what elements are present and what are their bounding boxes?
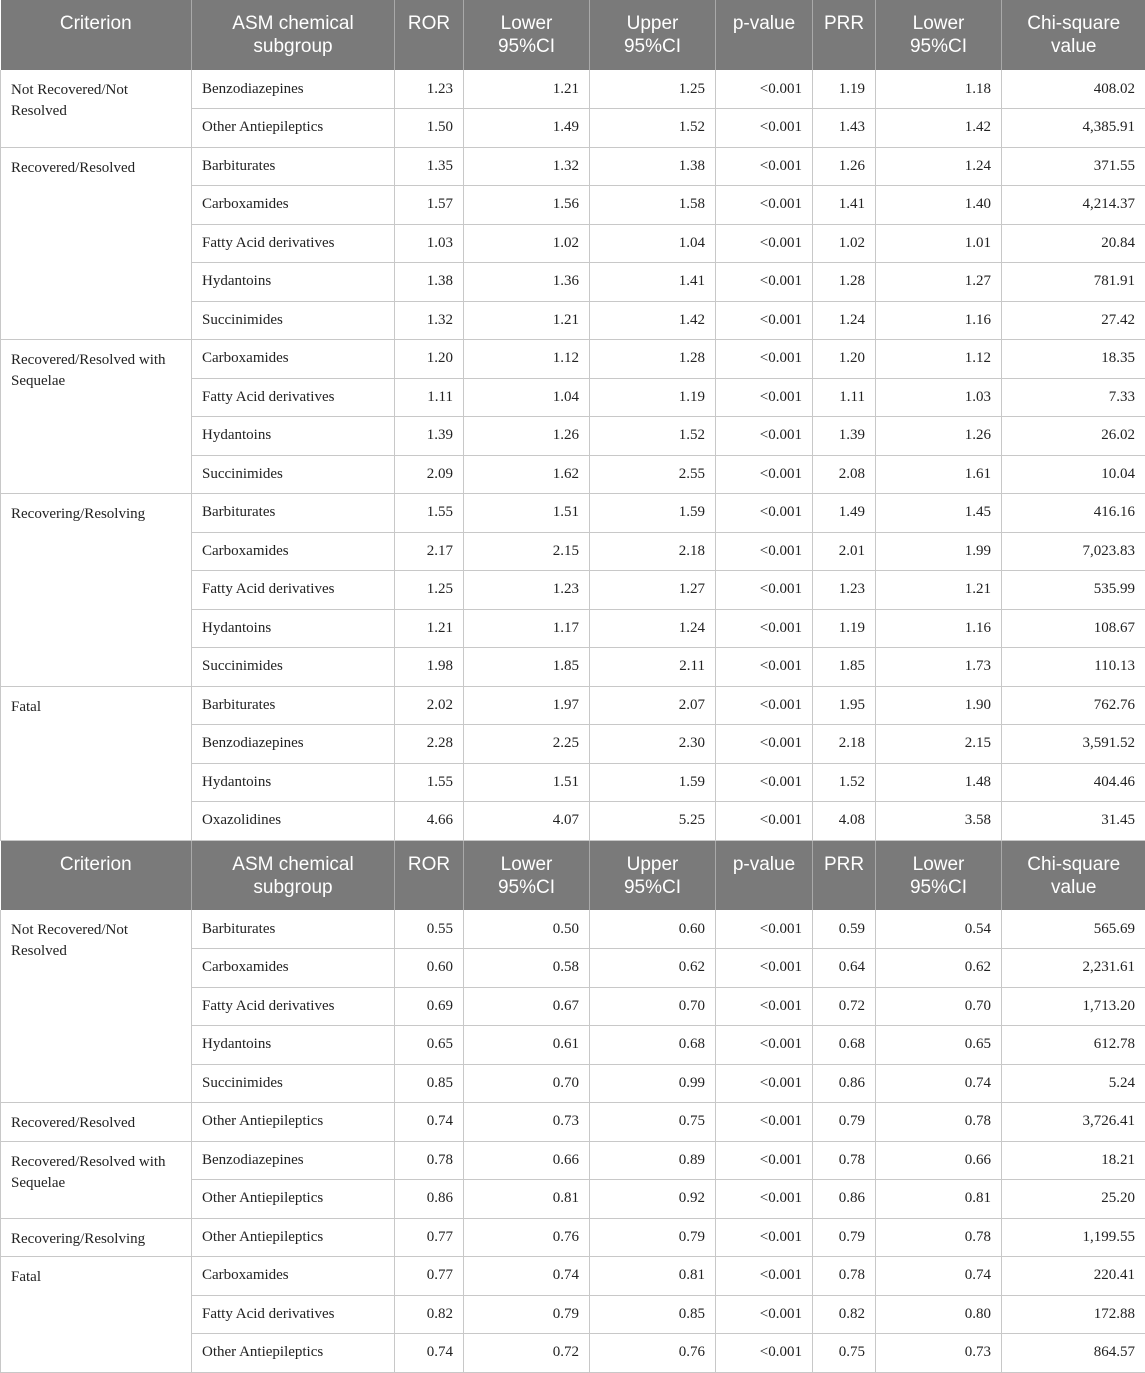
ror-lower-ci-cell: 1.12 xyxy=(464,340,590,379)
prr-lower-ci-cell: 1.48 xyxy=(876,763,1002,802)
criterion-cell: Recovered/Resolved xyxy=(1,147,192,340)
prr-cell: 1.19 xyxy=(813,70,876,109)
ror-upper-ci-cell: 2.30 xyxy=(590,725,716,764)
ror-lower-ci-cell: 1.51 xyxy=(464,494,590,533)
chi-square-cell: 404.46 xyxy=(1002,763,1145,802)
table2-header xyxy=(1,840,1145,910)
prr-lower-ci-cell: 1.61 xyxy=(876,455,1002,494)
ror-cell: 1.98 xyxy=(395,648,464,687)
chi-square-cell: 5.24 xyxy=(1002,1064,1145,1103)
prr-cell: 1.19 xyxy=(813,609,876,648)
ror-upper-ci-cell: 0.81 xyxy=(590,1257,716,1296)
ror-lower-ci-cell: 1.21 xyxy=(464,70,590,109)
ror-upper-ci-cell: 0.79 xyxy=(590,1218,716,1257)
prr-cell: 2.01 xyxy=(813,532,876,571)
asm-subgroup-cell: Carboxamides xyxy=(192,532,395,571)
ror-lower-ci-cell: 1.56 xyxy=(464,186,590,225)
chi-square-cell: 31.45 xyxy=(1002,802,1145,841)
prr-cell: 1.02 xyxy=(813,224,876,263)
prr-cell: 0.75 xyxy=(813,1334,876,1373)
ror-upper-ci-cell: 2.18 xyxy=(590,532,716,571)
ror-lower-ci-cell: 1.49 xyxy=(464,109,590,148)
prr-cell: 1.39 xyxy=(813,417,876,456)
table-row xyxy=(1,70,1145,109)
asm-subgroup-cell: Other Antiepileptics xyxy=(192,1103,395,1142)
ror-upper-ci-cell: 1.58 xyxy=(590,186,716,225)
prr-lower-ci-cell: 0.78 xyxy=(876,1103,1002,1142)
asm-subgroup-cell: Carboxamides xyxy=(192,186,395,225)
ror-upper-ci-cell: 1.52 xyxy=(590,417,716,456)
header-criterion: Criterion xyxy=(1,0,192,70)
prr-lower-ci-cell: 1.16 xyxy=(876,301,1002,340)
ror-lower-ci-cell: 0.67 xyxy=(464,987,590,1026)
header-p-value: p-value xyxy=(716,840,813,910)
ror-lower-ci-cell: 1.36 xyxy=(464,263,590,302)
ror-cell: 0.77 xyxy=(395,1257,464,1296)
ror-upper-ci-cell: 1.38 xyxy=(590,147,716,186)
asm-subgroup-cell: Other Antiepileptics xyxy=(192,109,395,148)
chi-square-cell: 762.76 xyxy=(1002,686,1145,725)
chi-square-cell: 172.88 xyxy=(1002,1295,1145,1334)
prr-lower-ci-cell: 1.03 xyxy=(876,378,1002,417)
asm-subgroup-cell: Benzodiazepines xyxy=(192,725,395,764)
ror-upper-ci-cell: 0.68 xyxy=(590,1026,716,1065)
asm-subgroup-cell: Other Antiepileptics xyxy=(192,1334,395,1373)
asm-subgroup-cell: Succinimides xyxy=(192,648,395,687)
prr-lower-ci-cell: 1.99 xyxy=(876,532,1002,571)
p-value-cell: <0.001 xyxy=(716,532,813,571)
ror-upper-ci-cell: 1.27 xyxy=(590,571,716,610)
ror-lower-ci-cell: 1.04 xyxy=(464,378,590,417)
asm-subgroup-cell: Other Antiepileptics xyxy=(192,1218,395,1257)
asm-subgroup-cell: Hydantoins xyxy=(192,609,395,648)
prr-lower-ci-cell: 1.24 xyxy=(876,147,1002,186)
ror-cell: 0.78 xyxy=(395,1141,464,1180)
chi-square-cell: 612.78 xyxy=(1002,1026,1145,1065)
header-prr: PRR xyxy=(813,840,876,910)
prr-cell: 1.95 xyxy=(813,686,876,725)
ror-upper-ci-cell: 1.25 xyxy=(590,70,716,109)
ror-lower-ci-cell: 4.07 xyxy=(464,802,590,841)
asm-subgroup-cell: Succinimides xyxy=(192,455,395,494)
asm-subgroup-cell: Fatty Acid derivatives xyxy=(192,378,395,417)
asm-subgroup-cell: Barbiturates xyxy=(192,686,395,725)
chi-square-cell: 416.16 xyxy=(1002,494,1145,533)
prr-cell: 0.82 xyxy=(813,1295,876,1334)
table1-body xyxy=(1,70,1145,840)
prr-cell: 0.86 xyxy=(813,1180,876,1219)
ror-upper-ci-cell: 0.99 xyxy=(590,1064,716,1103)
header-p-value: p-value xyxy=(716,0,813,70)
ror-upper-ci-cell: 1.59 xyxy=(590,763,716,802)
ror-cell: 0.55 xyxy=(395,910,464,949)
prr-lower-ci-cell: 1.26 xyxy=(876,417,1002,456)
p-value-cell: <0.001 xyxy=(716,417,813,456)
p-value-cell: <0.001 xyxy=(716,648,813,687)
header-prr-lower-ci: Lower 95%CI xyxy=(876,0,1002,70)
criterion-cell: Fatal xyxy=(1,686,192,840)
asm-subgroup-cell: Oxazolidines xyxy=(192,802,395,841)
p-value-cell: <0.001 xyxy=(716,1026,813,1065)
prr-cell: 0.68 xyxy=(813,1026,876,1065)
p-value-cell: <0.001 xyxy=(716,70,813,109)
chi-square-cell: 535.99 xyxy=(1002,571,1145,610)
ror-lower-ci-cell: 0.81 xyxy=(464,1180,590,1219)
ror-cell: 1.50 xyxy=(395,109,464,148)
table-row xyxy=(1,910,1145,949)
ror-upper-ci-cell: 1.42 xyxy=(590,301,716,340)
ror-cell: 0.74 xyxy=(395,1334,464,1373)
chi-square-cell: 781.91 xyxy=(1002,263,1145,302)
prr-lower-ci-cell: 0.66 xyxy=(876,1141,1002,1180)
header-ror-lower-ci: Lower 95%CI xyxy=(464,840,590,910)
chi-square-cell: 7.33 xyxy=(1002,378,1145,417)
ror-lower-ci-cell: 0.73 xyxy=(464,1103,590,1142)
ror-cell: 1.35 xyxy=(395,147,464,186)
prr-lower-ci-cell: 1.45 xyxy=(876,494,1002,533)
ror-upper-ci-cell: 2.11 xyxy=(590,648,716,687)
prr-cell: 1.20 xyxy=(813,340,876,379)
ror-lower-ci-cell: 0.70 xyxy=(464,1064,590,1103)
ror-lower-ci-cell: 1.02 xyxy=(464,224,590,263)
prr-cell: 1.24 xyxy=(813,301,876,340)
ror-cell: 1.11 xyxy=(395,378,464,417)
ror-lower-ci-cell: 2.25 xyxy=(464,725,590,764)
p-value-cell: <0.001 xyxy=(716,186,813,225)
prr-cell: 0.64 xyxy=(813,949,876,988)
prr-lower-ci-cell: 1.90 xyxy=(876,686,1002,725)
chi-square-cell: 26.02 xyxy=(1002,417,1145,456)
ror-lower-ci-cell: 1.97 xyxy=(464,686,590,725)
asm-subgroup-cell: Barbiturates xyxy=(192,910,395,949)
header-criterion: Criterion xyxy=(1,840,192,910)
prr-lower-ci-cell: 1.18 xyxy=(876,70,1002,109)
chi-square-cell: 20.84 xyxy=(1002,224,1145,263)
asm-subgroup-cell: Other Antiepileptics xyxy=(192,1180,395,1219)
ror-lower-ci-cell: 0.66 xyxy=(464,1141,590,1180)
p-value-cell: <0.001 xyxy=(716,1141,813,1180)
prr-cell: 1.43 xyxy=(813,109,876,148)
prr-cell: 0.78 xyxy=(813,1141,876,1180)
ror-lower-ci-cell: 1.32 xyxy=(464,147,590,186)
prr-cell: 2.18 xyxy=(813,725,876,764)
asm-subgroup-cell: Carboxamides xyxy=(192,949,395,988)
ror-upper-ci-cell: 0.76 xyxy=(590,1334,716,1373)
asm-subgroup-cell: Barbiturates xyxy=(192,494,395,533)
prr-cell: 1.26 xyxy=(813,147,876,186)
prr-lower-ci-cell: 1.16 xyxy=(876,609,1002,648)
header-asm-subgroup: ASM chemical subgroup xyxy=(192,0,395,70)
chi-square-cell: 2,231.61 xyxy=(1002,949,1145,988)
ror-upper-ci-cell: 1.04 xyxy=(590,224,716,263)
asm-subgroup-cell: Carboxamides xyxy=(192,1257,395,1296)
ror-cell: 1.21 xyxy=(395,609,464,648)
ror-lower-ci-cell: 0.79 xyxy=(464,1295,590,1334)
prr-lower-ci-cell: 0.80 xyxy=(876,1295,1002,1334)
ror-upper-ci-cell: 0.85 xyxy=(590,1295,716,1334)
prr-lower-ci-cell: 1.73 xyxy=(876,648,1002,687)
header-ror-upper-ci: Upper 95%CI xyxy=(590,840,716,910)
chi-square-cell: 371.55 xyxy=(1002,147,1145,186)
criterion-cell: Fatal xyxy=(1,1257,192,1373)
prr-cell: 4.08 xyxy=(813,802,876,841)
asm-subgroup-cell: Fatty Acid derivatives xyxy=(192,571,395,610)
table-row xyxy=(1,686,1145,725)
chi-square-cell: 408.02 xyxy=(1002,70,1145,109)
asm-subgroup-cell: Carboxamides xyxy=(192,340,395,379)
asm-subgroup-cell: Barbiturates xyxy=(192,147,395,186)
ror-upper-ci-cell: 5.25 xyxy=(590,802,716,841)
table-row xyxy=(1,147,1145,186)
ror-cell: 1.57 xyxy=(395,186,464,225)
table-row xyxy=(1,1141,1145,1180)
chi-square-cell: 4,385.91 xyxy=(1002,109,1145,148)
prr-cell: 2.08 xyxy=(813,455,876,494)
ror-lower-ci-cell: 0.58 xyxy=(464,949,590,988)
chi-square-cell: 4,214.37 xyxy=(1002,186,1145,225)
header-prr-lower-ci: Lower 95%CI xyxy=(876,840,1002,910)
ror-lower-ci-cell: 1.21 xyxy=(464,301,590,340)
ror-cell: 2.28 xyxy=(395,725,464,764)
asm-subgroup-cell: Hydantoins xyxy=(192,763,395,802)
prr-cell: 1.49 xyxy=(813,494,876,533)
p-value-cell: <0.001 xyxy=(716,949,813,988)
p-value-cell: <0.001 xyxy=(716,910,813,949)
ror-cell: 1.39 xyxy=(395,417,464,456)
p-value-cell: <0.001 xyxy=(716,802,813,841)
p-value-cell: <0.001 xyxy=(716,1295,813,1334)
chi-square-cell: 18.21 xyxy=(1002,1141,1145,1180)
asm-subgroup-cell: Hydantoins xyxy=(192,263,395,302)
header-asm-subgroup: ASM chemical subgroup xyxy=(192,840,395,910)
p-value-cell: <0.001 xyxy=(716,1180,813,1219)
prr-lower-ci-cell: 0.78 xyxy=(876,1218,1002,1257)
ror-upper-ci-cell: 2.07 xyxy=(590,686,716,725)
chi-square-cell: 220.41 xyxy=(1002,1257,1145,1296)
ror-lower-ci-cell: 1.17 xyxy=(464,609,590,648)
chi-square-cell: 3,591.52 xyxy=(1002,725,1145,764)
ror-upper-ci-cell: 1.52 xyxy=(590,109,716,148)
ror-upper-ci-cell: 0.89 xyxy=(590,1141,716,1180)
criterion-cell: Recovering/Resolving xyxy=(1,494,192,687)
asm-subgroup-cell: Benzodiazepines xyxy=(192,70,395,109)
chi-square-cell: 3,726.41 xyxy=(1002,1103,1145,1142)
prr-lower-ci-cell: 0.74 xyxy=(876,1257,1002,1296)
prr-lower-ci-cell: 2.15 xyxy=(876,725,1002,764)
header-ror-lower-ci: Lower 95%CI xyxy=(464,0,590,70)
prr-lower-ci-cell: 0.70 xyxy=(876,987,1002,1026)
ror-upper-ci-cell: 0.70 xyxy=(590,987,716,1026)
criterion-cell: Not Recovered/Not Resolved xyxy=(1,910,192,1103)
prr-lower-ci-cell: 3.58 xyxy=(876,802,1002,841)
asm-subgroup-cell: Hydantoins xyxy=(192,1026,395,1065)
ror-cell: 0.82 xyxy=(395,1295,464,1334)
table-row xyxy=(1,340,1145,379)
p-value-cell: <0.001 xyxy=(716,763,813,802)
prr-cell: 0.72 xyxy=(813,987,876,1026)
chi-square-cell: 565.69 xyxy=(1002,910,1145,949)
asm-subgroup-cell: Fatty Acid derivatives xyxy=(192,1295,395,1334)
ror-lower-ci-cell: 0.74 xyxy=(464,1257,590,1296)
prr-lower-ci-cell: 1.27 xyxy=(876,263,1002,302)
ror-lower-ci-cell: 1.26 xyxy=(464,417,590,456)
ror-lower-ci-cell: 0.50 xyxy=(464,910,590,949)
asm-subgroup-cell: Succinimides xyxy=(192,1064,395,1103)
header-ror: ROR xyxy=(395,0,464,70)
asm-subgroup-cell: Hydantoins xyxy=(192,417,395,456)
p-value-cell: <0.001 xyxy=(716,1334,813,1373)
chi-square-cell: 25.20 xyxy=(1002,1180,1145,1219)
prr-cell: 1.52 xyxy=(813,763,876,802)
prr-lower-ci-cell: 1.21 xyxy=(876,571,1002,610)
p-value-cell: <0.001 xyxy=(716,494,813,533)
prr-cell: 0.78 xyxy=(813,1257,876,1296)
header-prr: PRR xyxy=(813,0,876,70)
chi-square-cell: 18.35 xyxy=(1002,340,1145,379)
asm-subgroup-cell: Fatty Acid derivatives xyxy=(192,987,395,1026)
p-value-cell: <0.001 xyxy=(716,378,813,417)
prr-cell: 1.11 xyxy=(813,378,876,417)
ror-lower-ci-cell: 1.23 xyxy=(464,571,590,610)
prr-lower-ci-cell: 0.73 xyxy=(876,1334,1002,1373)
prr-lower-ci-cell: 1.40 xyxy=(876,186,1002,225)
ror-cell: 0.65 xyxy=(395,1026,464,1065)
p-value-cell: <0.001 xyxy=(716,686,813,725)
ror-lower-ci-cell: 0.76 xyxy=(464,1218,590,1257)
p-value-cell: <0.001 xyxy=(716,725,813,764)
ror-cell: 1.23 xyxy=(395,70,464,109)
ror-upper-ci-cell: 0.75 xyxy=(590,1103,716,1142)
chi-square-cell: 1,713.20 xyxy=(1002,987,1145,1026)
table-row xyxy=(1,1103,1145,1142)
chi-square-cell: 108.67 xyxy=(1002,609,1145,648)
prr-lower-ci-cell: 1.12 xyxy=(876,340,1002,379)
table2-body xyxy=(1,910,1145,1372)
p-value-cell: <0.001 xyxy=(716,1064,813,1103)
header-ror-upper-ci: Upper 95%CI xyxy=(590,0,716,70)
criterion-cell: Recovered/Resolved xyxy=(1,1103,192,1142)
table-row xyxy=(1,494,1145,533)
ror-lower-ci-cell: 1.85 xyxy=(464,648,590,687)
prr-lower-ci-cell: 1.42 xyxy=(876,109,1002,148)
prr-lower-ci-cell: 0.54 xyxy=(876,910,1002,949)
p-value-cell: <0.001 xyxy=(716,1257,813,1296)
ror-lower-ci-cell: 0.72 xyxy=(464,1334,590,1373)
prr-cell: 0.86 xyxy=(813,1064,876,1103)
ror-cell: 1.55 xyxy=(395,494,464,533)
p-value-cell: <0.001 xyxy=(716,1218,813,1257)
prr-cell: 0.59 xyxy=(813,910,876,949)
asm-subgroup-cell: Succinimides xyxy=(192,301,395,340)
ror-cell: 0.74 xyxy=(395,1103,464,1142)
prr-lower-ci-cell: 1.01 xyxy=(876,224,1002,263)
ror-lower-ci-cell: 1.62 xyxy=(464,455,590,494)
ror-upper-ci-cell: 0.92 xyxy=(590,1180,716,1219)
criterion-cell: Not Recovered/Not Resolved xyxy=(1,70,192,147)
ror-cell: 0.77 xyxy=(395,1218,464,1257)
ror-upper-ci-cell: 1.59 xyxy=(590,494,716,533)
prr-lower-ci-cell: 0.74 xyxy=(876,1064,1002,1103)
ror-cell: 1.38 xyxy=(395,263,464,302)
ror-cell: 1.32 xyxy=(395,301,464,340)
prr-lower-ci-cell: 0.62 xyxy=(876,949,1002,988)
p-value-cell: <0.001 xyxy=(716,147,813,186)
prr-cell: 1.28 xyxy=(813,263,876,302)
ror-upper-ci-cell: 1.41 xyxy=(590,263,716,302)
header-ror: ROR xyxy=(395,840,464,910)
criterion-cell: Recovered/Resolved with Sequelae xyxy=(1,1141,192,1218)
ror-upper-ci-cell: 2.55 xyxy=(590,455,716,494)
p-value-cell: <0.001 xyxy=(716,455,813,494)
prr-cell: 1.23 xyxy=(813,571,876,610)
criterion-cell: Recovered/Resolved with Sequelae xyxy=(1,340,192,494)
ror-lower-ci-cell: 0.61 xyxy=(464,1026,590,1065)
ror-cell: 4.66 xyxy=(395,802,464,841)
asm-subgroup-cell: Benzodiazepines xyxy=(192,1141,395,1180)
p-value-cell: <0.001 xyxy=(716,301,813,340)
ror-cell: 0.69 xyxy=(395,987,464,1026)
chi-square-cell: 27.42 xyxy=(1002,301,1145,340)
ror-cell: 2.17 xyxy=(395,532,464,571)
p-value-cell: <0.001 xyxy=(716,1103,813,1142)
ror-lower-ci-cell: 2.15 xyxy=(464,532,590,571)
ror-upper-ci-cell: 0.62 xyxy=(590,949,716,988)
table-row xyxy=(1,1257,1145,1296)
p-value-cell: <0.001 xyxy=(716,987,813,1026)
chi-square-cell: 10.04 xyxy=(1002,455,1145,494)
ror-lower-ci-cell: 1.51 xyxy=(464,763,590,802)
prr-lower-ci-cell: 0.65 xyxy=(876,1026,1002,1065)
table1-header xyxy=(1,0,1145,70)
ror-cell: 0.86 xyxy=(395,1180,464,1219)
ror-cell: 1.20 xyxy=(395,340,464,379)
prr-cell: 1.85 xyxy=(813,648,876,687)
p-value-cell: <0.001 xyxy=(716,109,813,148)
chi-square-cell: 864.57 xyxy=(1002,1334,1145,1373)
chi-square-cell: 1,199.55 xyxy=(1002,1218,1145,1257)
asm-subgroup-cell: Fatty Acid derivatives xyxy=(192,224,395,263)
ror-upper-ci-cell: 1.19 xyxy=(590,378,716,417)
header-chi-square: Chi-square value xyxy=(1002,0,1145,70)
header-chi-square: Chi-square value xyxy=(1002,840,1145,910)
table-row xyxy=(1,1218,1145,1257)
ror-upper-ci-cell: 0.60 xyxy=(590,910,716,949)
p-value-cell: <0.001 xyxy=(716,224,813,263)
p-value-cell: <0.001 xyxy=(716,609,813,648)
ror-cell: 0.85 xyxy=(395,1064,464,1103)
chi-square-cell: 7,023.83 xyxy=(1002,532,1145,571)
ror-cell: 1.03 xyxy=(395,224,464,263)
ror-cell: 1.25 xyxy=(395,571,464,610)
criterion-cell: Recovering/Resolving xyxy=(1,1218,192,1257)
chi-square-cell: 110.13 xyxy=(1002,648,1145,687)
prr-cell: 0.79 xyxy=(813,1103,876,1142)
prr-cell: 1.41 xyxy=(813,186,876,225)
ror-upper-ci-cell: 1.28 xyxy=(590,340,716,379)
prr-cell: 0.79 xyxy=(813,1218,876,1257)
p-value-cell: <0.001 xyxy=(716,340,813,379)
ror-cell: 2.02 xyxy=(395,686,464,725)
ror-upper-ci-cell: 1.24 xyxy=(590,609,716,648)
ror-cell: 1.55 xyxy=(395,763,464,802)
prr-lower-ci-cell: 0.81 xyxy=(876,1180,1002,1219)
ror-cell: 2.09 xyxy=(395,455,464,494)
ror-cell: 0.60 xyxy=(395,949,464,988)
p-value-cell: <0.001 xyxy=(716,571,813,610)
p-value-cell: <0.001 xyxy=(716,263,813,302)
